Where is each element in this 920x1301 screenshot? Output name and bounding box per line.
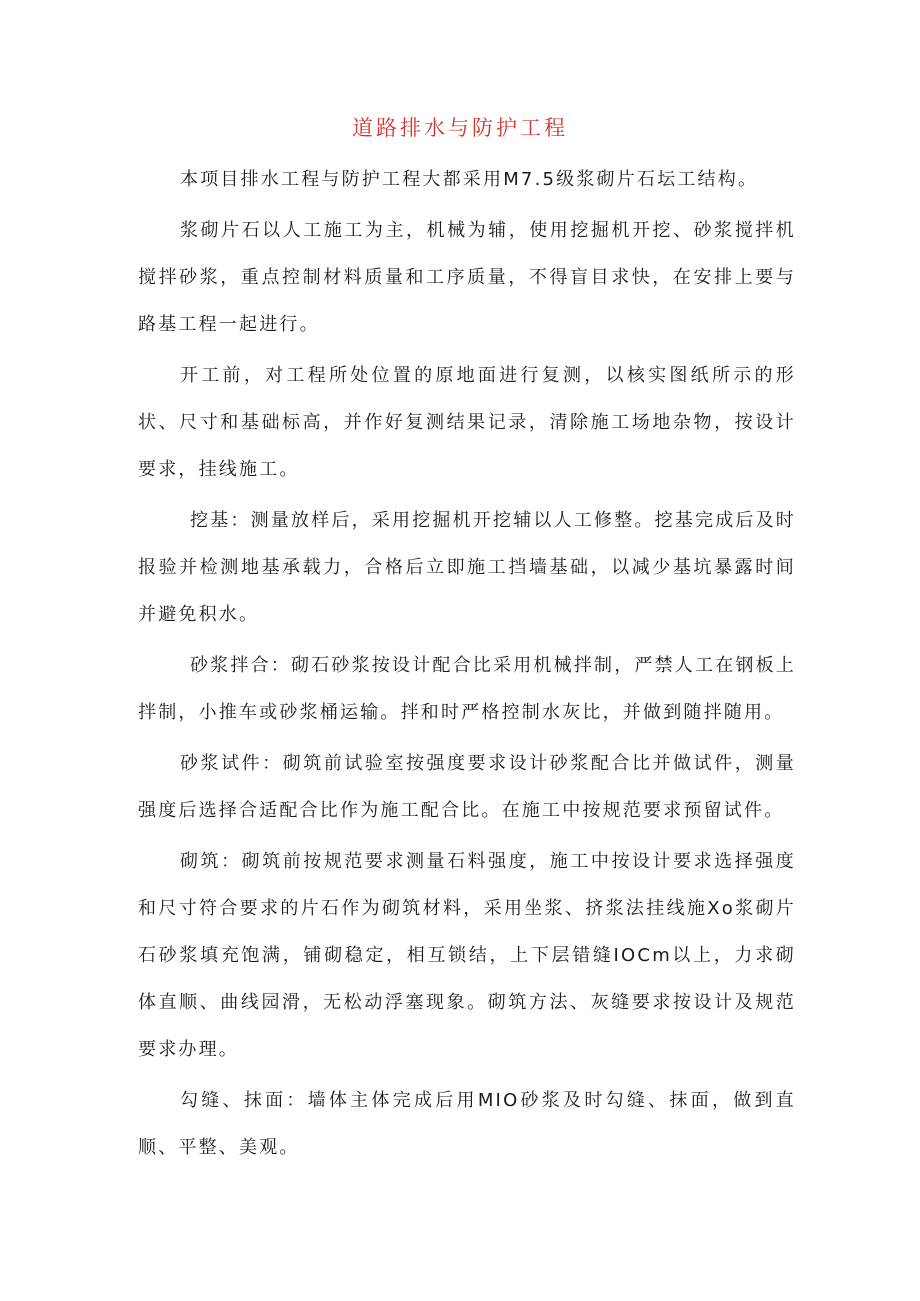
- paragraph-mortar-specimen: 砂浆试件：砌筑前试验室按强度要求设计砂浆配合比并做试件，测量强度后选择合适配合比作为施工配合比。在施工中按规范要求预留试件。: [138, 753, 796, 821]
- paragraph-intro: 本项目排水工程与防护工程大都采用M7.5级浆砌片石坛工结构。: [180, 169, 759, 190]
- paragraph-excavation: 挖基：测量放样后，采用挖掘机开挖辅以人工修整。挖基完成后及时报验并检测地基承载力，合格后立即施工挡墙基础，以减少基坑暴露时间并避免积水。: [138, 510, 796, 625]
- paragraph-masonry: 砌筑：砌筑前按规范要求测量石料强度，施工中按设计要求选择强度和尺寸符合要求的片石作为砌筑材料，采用坐浆、挤浆法挂线施Xo浆砌片石砂浆填充饱满，铺砌稳定，相互锁结，上下层错缝IOCm以上，力求砌体直顺、曲线园滑，无松动浮塞现象。砌筑方法、灰缝要求按设计及规范要求办理。: [138, 851, 796, 1060]
- document-title: 道路排水与防护工程: [352, 116, 568, 140]
- paragraph-mortar-mixing: 砂浆拌合：砌石砂浆按设计配合比采用机械拌制，严禁人工在钢板上拌制，小推车或砂浆桶运输。拌和时严格控制水灰比，并做到随拌随用。: [138, 655, 796, 723]
- paragraph-pointing-plastering: 勾缝、抹面：墙体主体完成后用MIO砂浆及时勾缝、抹面，做到直顺、平整、美观。: [138, 1090, 796, 1158]
- paragraph-pre-construction: 开工前，对工程所处位置的原地面进行复测，以核实图纸所示的形状、尺寸和基础标高，并作好复测结果记录，清除施工场地杂物，按设计要求，挂线施工。: [138, 365, 796, 480]
- paragraph-construction-method: 浆砌片石以人工施工为主，机械为辅，使用挖掘机开挖、砂浆搅拌机搅拌砂浆，重点控制材料质量和工序质量，不得盲目求快，在安排上要与路基工程一起进行。: [138, 220, 796, 335]
- document-body: [138, 156, 796, 1171]
